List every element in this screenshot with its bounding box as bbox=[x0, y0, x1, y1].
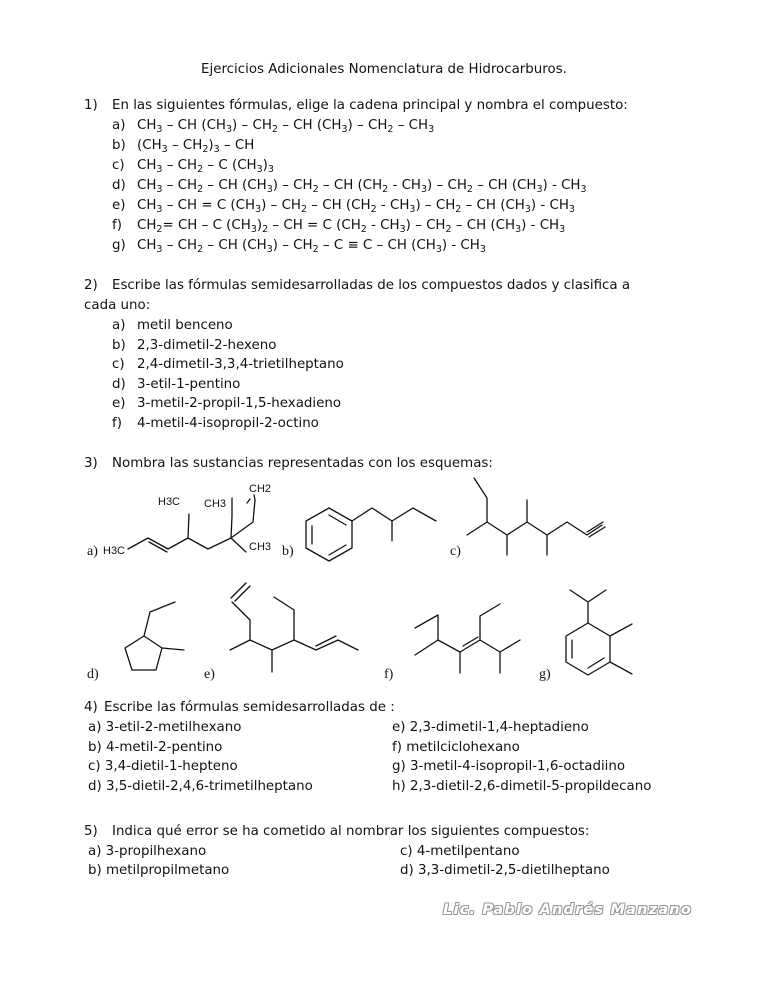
q4-item: e) 2,3-dimetil-1,4-heptadieno bbox=[392, 720, 589, 735]
label-f: f) bbox=[384, 667, 394, 682]
structure-g bbox=[566, 590, 632, 675]
q5-item: c) 4-metilpentano bbox=[400, 844, 520, 859]
q5-text: Indica qué error se ha cometido al nombrar los siguientes compuestos: bbox=[112, 824, 590, 839]
q4-item: h) 2,3-dietil-2,6-dimetil-5-propildecano bbox=[392, 778, 652, 794]
q5-item: a) 3-propilhexano bbox=[88, 844, 207, 859]
q1-text: En las siguientes fórmulas, elige la cadena principal y nombra el compuesto: bbox=[112, 98, 628, 113]
structure-c bbox=[467, 478, 605, 555]
author-signature: Lic. Pablo Andrés Manzano bbox=[443, 902, 692, 918]
structure-d bbox=[125, 602, 184, 670]
q5-item: d) 3,3-dimetil-2,5-dietilheptano bbox=[400, 863, 610, 878]
label-b: b) bbox=[282, 544, 294, 559]
q1-formula: $CH_3$ – CH = C $(CH_3) - CH_2$ – CH $(CH_2 - CH_3) - CH_2$ – CH $(CH_3) - CH_3$ bbox=[137, 198, 575, 215]
q1-formula: $CH_2=$ CH – C $(CH_3)_2$ – CH = C $(CH_2 - CH_3) - CH_2$ – CH $(CH_3) - CH_3$ bbox=[137, 218, 566, 235]
q1-formula-label: f) bbox=[112, 218, 122, 233]
q1-number: 1) bbox=[84, 98, 98, 113]
atom-h3c-left: H3C bbox=[103, 545, 126, 557]
q2-compound-label: e) bbox=[112, 396, 126, 412]
q2-compound: 3-etil-1-pentino bbox=[137, 376, 241, 392]
atom-ch3-top: CH3 bbox=[204, 498, 227, 510]
q1-formula-label: c) bbox=[112, 158, 125, 173]
q1-formula-label: d) bbox=[112, 178, 126, 193]
q2-compound-label: c) bbox=[112, 357, 125, 373]
q1-formula-label: g) bbox=[112, 238, 126, 253]
q1-formula: $CH_3 - CH_2$ – C $(CH_3)_3$ bbox=[137, 158, 274, 175]
atom-ch3-bottom: CH3 bbox=[249, 541, 272, 553]
q1-formula: $CH_3 - CH_2$ – CH $(CH_3) - CH_2$ – CH $(CH_2 - CH_3) - CH_2$ – CH $(CH_3) - CH_3$ bbox=[137, 178, 587, 195]
q4-item: f) metilciclohexano bbox=[392, 739, 520, 755]
q2-text-line2: cada uno: bbox=[84, 298, 151, 313]
q4-item: b) 4-metil-2-pentino bbox=[88, 739, 223, 755]
q4-item: c) 3,4-dietil-1-hepteno bbox=[88, 759, 238, 775]
structure-a bbox=[128, 495, 255, 552]
q2-text-line1: Escribe las fórmulas semidesarrolladas de los compuestos dados y clasifica a bbox=[112, 278, 631, 293]
q4-text: Escribe las fórmulas semidesarrolladas de : bbox=[104, 700, 395, 715]
q1-formula: $CH_3 - CH_2$ – CH $(CH_3) - CH_2 - C \equiv C$ – CH $(CH_3) - CH_3$ bbox=[137, 238, 486, 255]
q2-compound-label: f) bbox=[112, 416, 122, 431]
q4-item: a) 3-etil-2-metilhexano bbox=[88, 720, 242, 735]
q5-number: 5) bbox=[84, 824, 98, 839]
q2-compound-label: b) bbox=[112, 337, 126, 353]
q4-number: 4) bbox=[84, 700, 98, 715]
q2-compound: 4-metil-4-isopropil-2-octino bbox=[137, 416, 319, 431]
q2-compound: 2,3-dimetil-2-hexeno bbox=[137, 337, 277, 353]
q2-compound: 3-metil-2-propil-1,5-hexadieno bbox=[137, 396, 342, 412]
q1-formula-label: a) bbox=[112, 118, 126, 133]
q2-number: 2) bbox=[84, 278, 98, 293]
page-title: Ejercicios Adicionales Nomenclatura de Hidrocarburos. bbox=[201, 62, 567, 77]
q3-number: 3) bbox=[84, 456, 98, 471]
label-g: g) bbox=[539, 667, 551, 682]
q1-formula-label: e) bbox=[112, 198, 126, 213]
label-d: d) bbox=[87, 667, 99, 682]
atom-ch2: CH2 bbox=[249, 483, 272, 495]
q4-item: d) 3,5-dietil-2,4,6-trimetilheptano bbox=[88, 778, 313, 794]
atom-h3c-top: H3C bbox=[158, 496, 181, 508]
q3-text: Nombra las sustancias representadas con los esquemas: bbox=[112, 456, 493, 471]
label-c: c) bbox=[450, 544, 461, 559]
q2-compound: 2,4-dimetil-3,3,4-trietilheptano bbox=[137, 357, 344, 373]
label-a: a) bbox=[87, 544, 98, 559]
q2-compound: metil benceno bbox=[137, 318, 233, 333]
label-e: e) bbox=[204, 667, 215, 682]
q1-formula: $CH_3$ – CH $(CH_3) - CH_2$ – CH $(CH_3) - CH_2 - CH_3$ bbox=[137, 118, 435, 135]
q4-item: g) 3-metil-4-isopropil-1,6-octadiino bbox=[392, 759, 626, 775]
q5-item: b) metilpropilmetano bbox=[88, 863, 230, 878]
q1-formula: $(CH_3 - CH_2)_3$ – CH bbox=[137, 138, 255, 155]
q1-formula-label: b) bbox=[112, 138, 126, 153]
q2-compound-label: a) bbox=[112, 318, 126, 333]
structure-b bbox=[306, 508, 436, 561]
q2-compound-label: d) bbox=[112, 376, 126, 392]
structure-e bbox=[230, 583, 358, 672]
structure-f bbox=[415, 604, 520, 673]
